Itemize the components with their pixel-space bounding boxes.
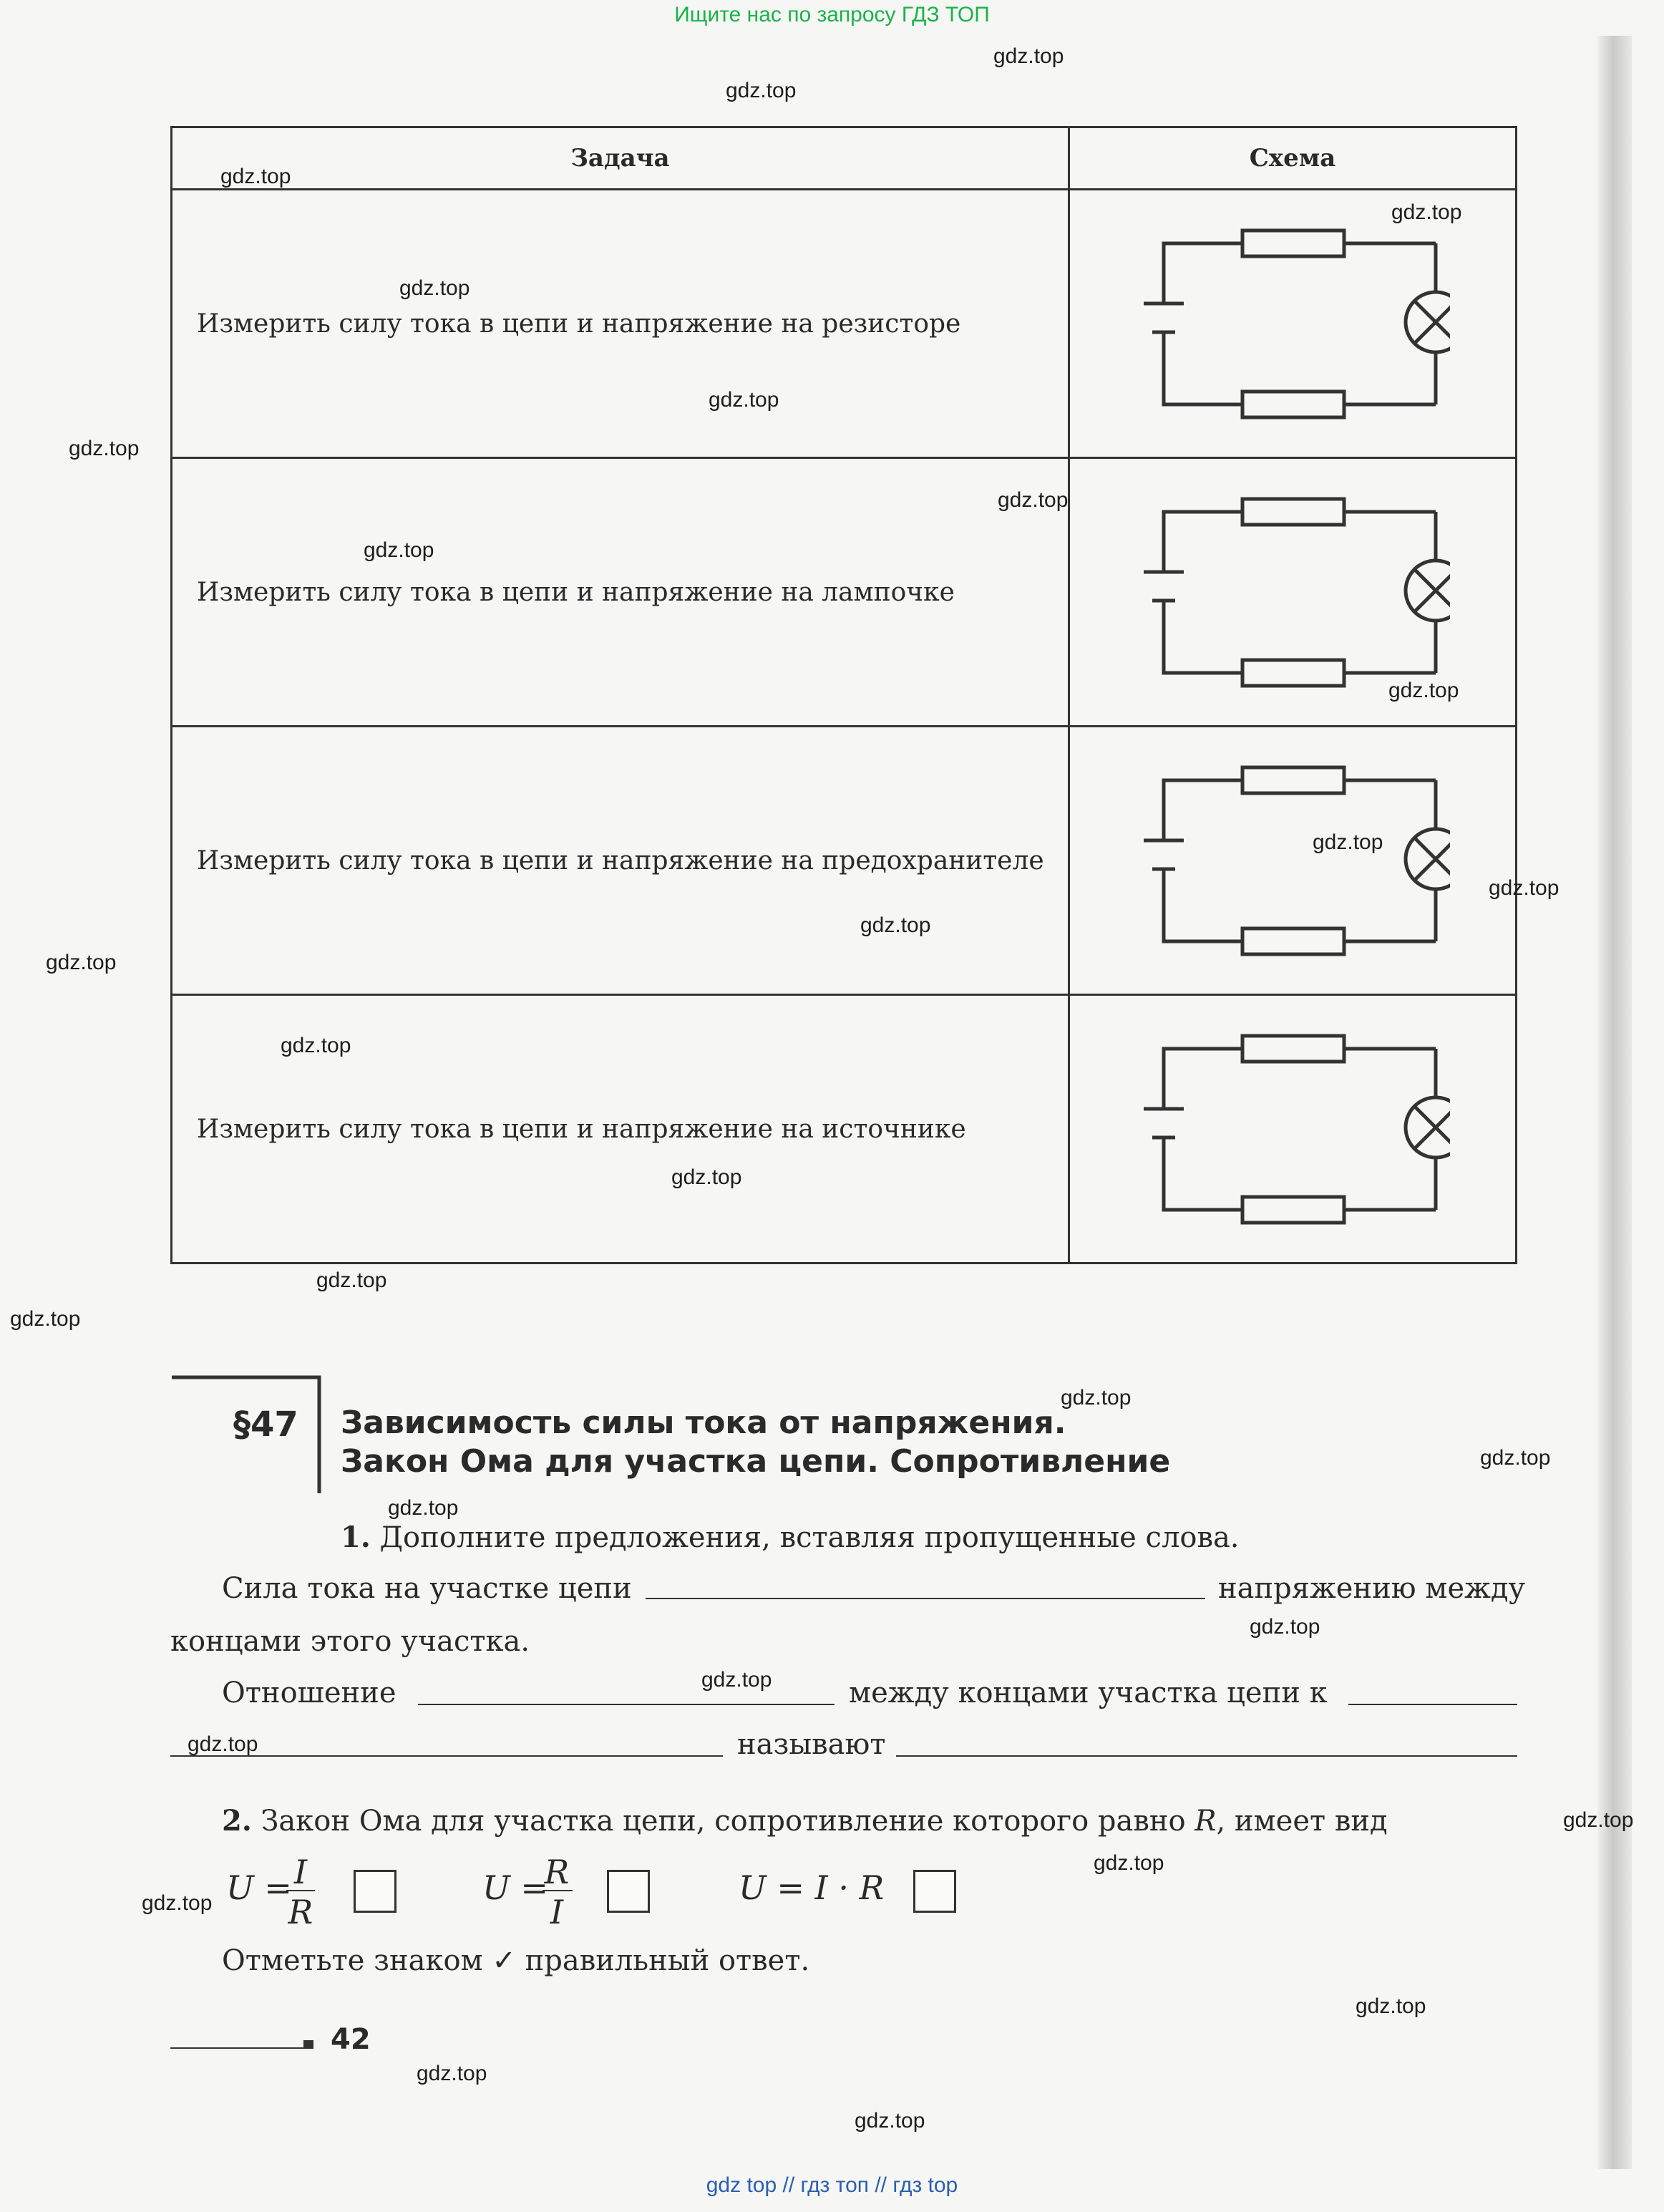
answer-blank[interactable] <box>646 1598 1205 1599</box>
formula-3: U = I · R <box>739 1868 885 1907</box>
answer-checkbox-2[interactable] <box>607 1870 650 1913</box>
watermark: gdz.top <box>399 276 470 300</box>
column-header-task: Задача <box>172 127 1069 190</box>
formula-1-denominator: R <box>288 1893 313 1931</box>
page-number-rule <box>170 2047 313 2049</box>
task-text: Измерить силу тока в цепи и напряжение на предохранителе <box>172 727 1069 995</box>
task-text: Измерить силу тока в цепи и напряжение на лампочке <box>172 458 1069 727</box>
circuit-diagram <box>1135 215 1450 430</box>
table-row <box>172 458 1517 727</box>
task1-s2-mid: между концами участка цепи к <box>849 1677 1328 1709</box>
task2-instruction: Отметьте знаком ✓ правильный ответ. <box>222 1944 810 1977</box>
watermark: gdz.top <box>1061 1386 1132 1410</box>
task2-number: 2. <box>222 1804 252 1838</box>
task2-variable: R <box>1195 1805 1217 1838</box>
watermark: gdz.top <box>1489 876 1560 900</box>
task1-prompt <box>341 1520 1240 1554</box>
answer-checkbox-3[interactable] <box>913 1870 956 1913</box>
section-title-line2: Закон Ома для участка цепи. Сопротивление <box>341 1443 1171 1480</box>
section-number: §47 <box>233 1405 298 1445</box>
task1-s1-cont: концами этого участка. <box>170 1625 530 1658</box>
watermark: gdz.top <box>860 913 931 937</box>
task1-number: 1. <box>341 1520 371 1554</box>
circuit-scheme-cell <box>1069 190 1517 458</box>
watermark: gdz.top <box>69 437 140 460</box>
page-number-marker <box>303 2040 313 2049</box>
table-row <box>172 995 1517 1263</box>
task1-s1-start: Сила тока на участке цепи <box>222 1572 632 1605</box>
watermark: gdz.top <box>1480 1446 1551 1470</box>
watermark: gdz.top <box>1388 679 1459 702</box>
circuit-diagram <box>1135 752 1450 966</box>
task2-text-end: , имеет вид <box>1216 1805 1388 1838</box>
site-footer-links[interactable]: gdz top // гдз топ // гдз top <box>706 2173 958 2197</box>
watermark: gdz.top <box>701 1668 772 1692</box>
site-banner[interactable]: Ищите нас по запросу ГДЗ ТОП <box>674 3 990 26</box>
answer-blank[interactable] <box>1348 1704 1517 1705</box>
circuit-diagram <box>1135 1020 1450 1235</box>
watermark: gdz.top <box>1356 1994 1426 2018</box>
watermark: gdz.top <box>726 79 797 102</box>
table-row <box>172 190 1517 458</box>
column-header-scheme: Схема <box>1069 127 1517 190</box>
watermark: gdz.top <box>709 388 779 412</box>
watermark: gdz.top <box>388 1496 459 1520</box>
task1-prompt-text: Дополните предложения, вставляя пропущенные слова. <box>379 1521 1240 1554</box>
page-number: 42 <box>331 2023 371 2056</box>
watermark: gdz.top <box>1563 1808 1634 1832</box>
watermark: gdz.top <box>10 1307 81 1331</box>
watermark: gdz.top <box>855 2109 925 2133</box>
task2-text: Закон Ома для участка цепи, сопротивление которого равно <box>261 1805 1186 1838</box>
table-row <box>172 727 1517 995</box>
formula-1-lhs: U = <box>226 1868 292 1907</box>
watermark: gdz.top <box>316 1268 387 1292</box>
task-text: Измерить силу тока в цепи и напряжение на источнике <box>172 995 1069 1263</box>
watermark: gdz.top <box>671 1165 742 1189</box>
watermark: gdz.top <box>1094 1851 1164 1875</box>
task2-statement <box>222 1804 1388 1838</box>
watermark: gdz.top <box>46 951 117 974</box>
task-text: Измерить силу тока в цепи и напряжение на резисторе <box>172 190 1069 458</box>
formula-1-numerator: I <box>293 1853 308 1891</box>
formula-2-numerator: R <box>544 1853 570 1891</box>
task1-s2-start: Отношение <box>222 1677 396 1709</box>
page-spine-shadow <box>1597 36 1632 2169</box>
watermark: gdz.top <box>1313 830 1383 854</box>
watermark: gdz.top <box>142 1891 213 1915</box>
task1-s1-end: напряжению между <box>1218 1572 1526 1605</box>
circuit-scheme-cell <box>1069 727 1517 995</box>
watermark: gdz.top <box>998 488 1069 512</box>
watermark: gdz.top <box>417 2062 487 2085</box>
watermark: gdz.top <box>281 1034 351 1057</box>
fraction-bar <box>286 1890 315 1891</box>
circuit-scheme-cell <box>1069 995 1517 1263</box>
fraction-bar <box>542 1890 573 1891</box>
answer-blank[interactable] <box>418 1704 835 1705</box>
formula-2-lhs: U = <box>482 1868 548 1907</box>
task-scheme-table <box>170 126 1517 1264</box>
answer-checkbox-1[interactable] <box>354 1870 396 1913</box>
watermark: gdz.top <box>1391 200 1462 224</box>
task1-s2-end: называют <box>737 1728 886 1761</box>
answer-blank[interactable] <box>896 1755 1517 1757</box>
watermark: gdz.top <box>1250 1615 1320 1639</box>
formula-2-denominator: I <box>550 1893 564 1931</box>
watermark: gdz.top <box>993 44 1064 68</box>
section-title-line1: Зависимость силы тока от напряжения. <box>341 1405 1066 1441</box>
watermark: gdz.top <box>364 538 434 562</box>
watermark: gdz.top <box>220 165 291 188</box>
watermark: gdz.top <box>188 1732 258 1756</box>
circuit-diagram <box>1135 483 1450 698</box>
